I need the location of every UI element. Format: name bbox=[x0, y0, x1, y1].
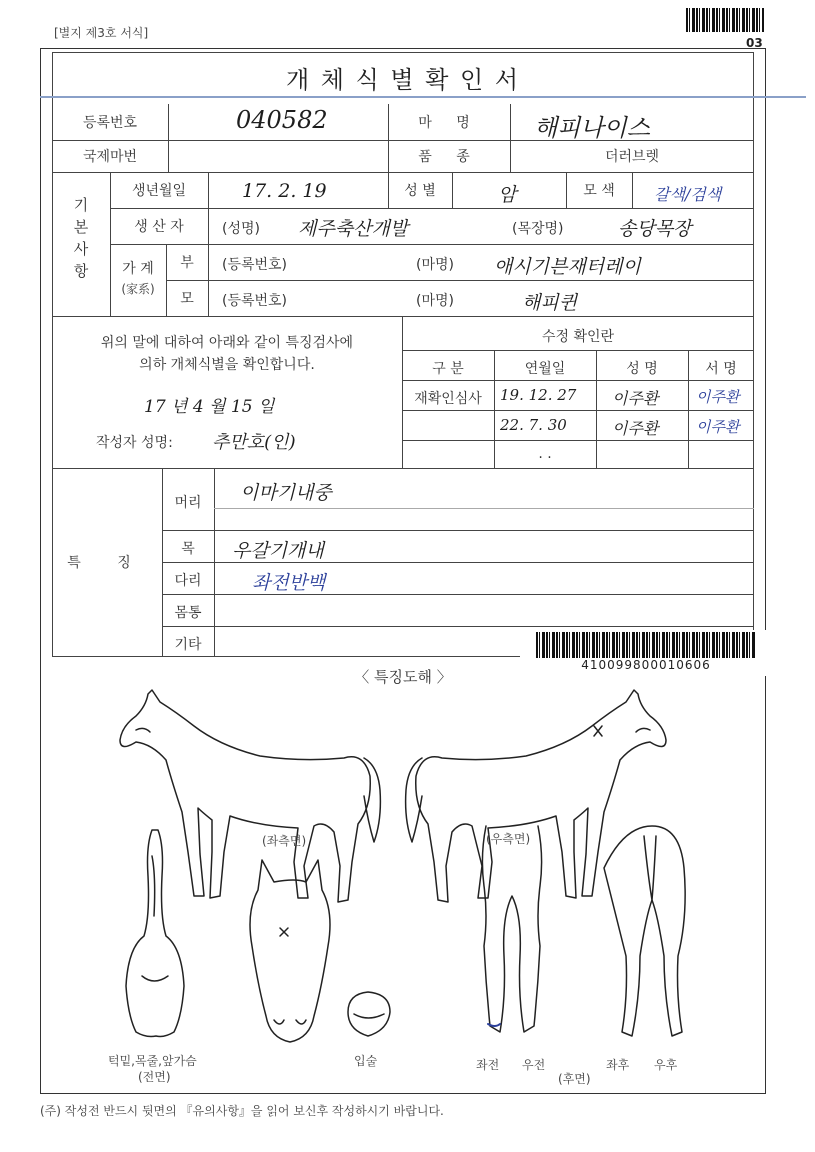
color-value: 갈색/검색 bbox=[654, 185, 722, 204]
producer-name-value: 제주축산개발 bbox=[298, 218, 409, 240]
birth-value: 17. 2. 19 bbox=[242, 180, 327, 202]
rear-figure bbox=[604, 826, 685, 1036]
farm-label: (목장명) bbox=[512, 221, 564, 237]
rev-row1-date: 19. 12. 27 bbox=[500, 386, 577, 404]
right-horse-eye bbox=[636, 728, 650, 732]
legs-label: 다리 bbox=[174, 573, 202, 589]
confirm-line-2: 의하 개체식별을 확인합니다. bbox=[139, 357, 315, 373]
sire-name-label: (마명) bbox=[416, 257, 454, 273]
rear-view-label: (후면) bbox=[558, 1072, 591, 1086]
front-left-label: 좌전 bbox=[476, 1058, 500, 1072]
rev-row2-name: 이주환 bbox=[612, 419, 659, 438]
top-barcode bbox=[686, 8, 764, 32]
producer-name-label: (성명) bbox=[222, 221, 260, 237]
page-number: 03 bbox=[746, 36, 763, 50]
rear-left-label: 좌후 bbox=[606, 1058, 630, 1072]
basic-section-label bbox=[56, 194, 106, 282]
nostrils bbox=[274, 1020, 306, 1024]
left-horse-tail bbox=[364, 758, 380, 842]
registration-label: 등록번호 bbox=[82, 115, 138, 131]
sire-regno-label: (등록번호) bbox=[222, 257, 288, 273]
color-label: 모 색 bbox=[583, 183, 615, 199]
front-view-label: (전면) bbox=[138, 1070, 171, 1084]
throat-label: 턱밑,목줄,앞가슴 bbox=[108, 1054, 197, 1068]
sire-name-value: 애시기븐재터레이 bbox=[494, 256, 641, 278]
neck-label: 목 bbox=[181, 541, 195, 557]
left-horse-body bbox=[120, 690, 370, 902]
rev-row1-name: 이주환 bbox=[612, 389, 659, 408]
family-label: 가 계 bbox=[122, 261, 154, 277]
title-rule bbox=[40, 96, 806, 98]
horse-diagram bbox=[52, 686, 754, 1086]
dam-label: 모 bbox=[180, 291, 194, 307]
confirm-date: 17 년 4 월 15 일 bbox=[144, 397, 275, 417]
confirm-line-1: 위의 말에 대하여 아래와 같이 특징검사에 bbox=[100, 335, 354, 351]
horse-name-label: 마 명 bbox=[418, 115, 480, 131]
sex-label: 성 별 bbox=[404, 183, 436, 199]
mouth-label: 입술 bbox=[354, 1054, 378, 1068]
col-name: 성 명 bbox=[626, 361, 658, 377]
writer-value: 추만호(인) bbox=[212, 432, 296, 453]
dam-name-label: (마명) bbox=[416, 293, 454, 309]
registration-value: 040582 bbox=[236, 106, 328, 134]
legs-value: 좌전반백 bbox=[252, 572, 326, 594]
horse-name-value: 해피나이스 bbox=[534, 114, 650, 142]
page-title: 개 체 식 별 확 인 서 bbox=[285, 66, 521, 94]
rear-tail bbox=[644, 836, 656, 900]
left-side-label: (좌측면) bbox=[262, 834, 307, 848]
farm-value: 송당목장 bbox=[618, 218, 692, 240]
right-side-label: (우측면) bbox=[486, 832, 531, 846]
intl-no-label: 국제마번 bbox=[82, 149, 138, 165]
front-right-label: 우전 bbox=[522, 1058, 546, 1072]
dam-regno-label: (등록번호) bbox=[222, 293, 288, 309]
basic-section-text: 기본사항 bbox=[73, 196, 89, 280]
neck-value: 우갈기개내 bbox=[232, 540, 324, 562]
front-neck-figure bbox=[126, 830, 184, 1037]
barcode bbox=[536, 632, 756, 658]
lips-line bbox=[354, 1014, 384, 1018]
revision-title: 수정 확인란 bbox=[541, 329, 615, 345]
family-hanja: (家系) bbox=[121, 282, 155, 296]
features-section-label: 특 징 bbox=[67, 555, 147, 571]
writer-label: 작성자 성명: bbox=[96, 435, 173, 451]
breed-label: 품 종 bbox=[418, 149, 480, 165]
breed-value: 더러브렛 bbox=[604, 149, 660, 165]
left-horse-eye bbox=[136, 728, 150, 732]
col-category: 구 분 bbox=[432, 361, 464, 377]
dam-name-value: 해피퀸 bbox=[522, 292, 578, 314]
rev-row1-category: 재확인심사 bbox=[414, 391, 482, 407]
head-value: 이마기내중 bbox=[240, 482, 332, 504]
producer-label: 생 산 자 bbox=[134, 219, 184, 235]
col-date: 연월일 bbox=[524, 361, 566, 377]
barcode-number: 410099800010606 bbox=[581, 658, 711, 672]
col-sign: 서 명 bbox=[705, 361, 737, 377]
rev-row3-date: . . bbox=[538, 446, 552, 462]
head-mark bbox=[280, 928, 288, 936]
sire-label: 부 bbox=[180, 255, 194, 271]
diagram-title: 〈 특징도해 〉 bbox=[354, 668, 452, 686]
sex-value: 암 bbox=[498, 184, 517, 206]
rev-row2-sign: 이주환 bbox=[696, 418, 740, 436]
rev-row1-sign: 이주환 bbox=[696, 388, 740, 406]
right-horse-tail bbox=[406, 758, 422, 842]
body-label: 몸통 bbox=[174, 605, 202, 621]
other-label: 기타 bbox=[174, 637, 202, 653]
right-horse-mark bbox=[594, 726, 602, 736]
form-tag: [별지 제3호 서식] bbox=[54, 26, 149, 40]
front-left-mark bbox=[488, 1024, 500, 1026]
birth-label: 생년월일 bbox=[131, 183, 187, 199]
rear-right-label: 우후 bbox=[654, 1058, 678, 1072]
front-head-figure bbox=[250, 860, 330, 1042]
rev-row2-date: 22. 7. 30 bbox=[500, 416, 567, 434]
front-neck-details bbox=[142, 856, 168, 981]
head-label: 머리 bbox=[174, 495, 202, 511]
footer-note: (주) 작성전 반드시 뒷면의 『유의사항』을 읽어 보신후 작성하시기 바랍니다. bbox=[40, 1104, 444, 1118]
